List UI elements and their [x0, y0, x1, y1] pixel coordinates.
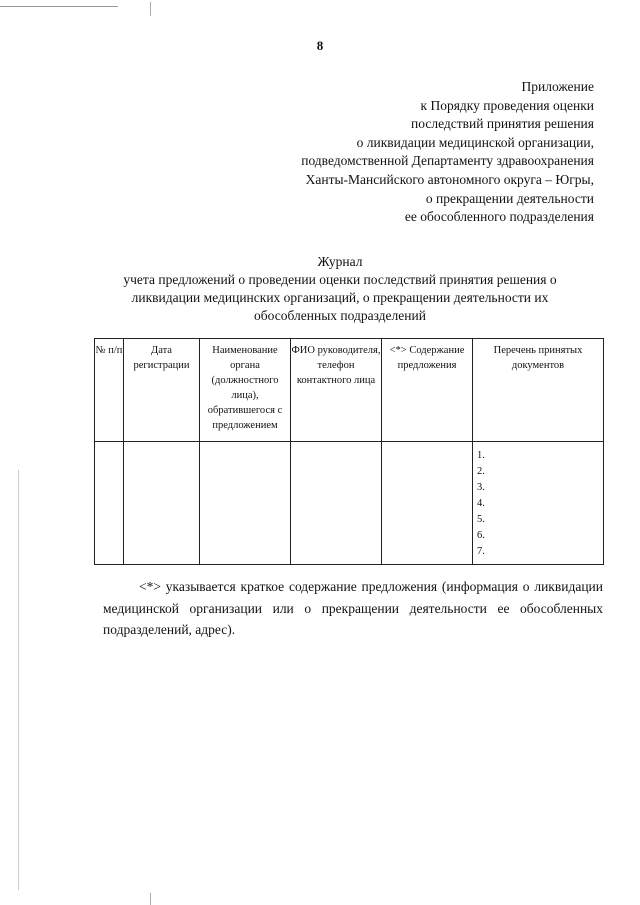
- appendix-line: Приложение: [521, 79, 594, 94]
- journal-title: Журнал: [317, 254, 363, 269]
- journal-table: [94, 338, 604, 565]
- header-proposal-content: <*> Содержание предложения: [382, 339, 473, 442]
- footnote-text: <*> указывается краткое содержание предложения (информация о ликвидации медицинской организации или о прекращении деятельности ее обособленных подразделений, адрес).: [103, 579, 603, 637]
- cell-contact-person: [291, 442, 382, 565]
- journal-heading: [60, 253, 620, 325]
- cell-organ-name: [200, 442, 291, 565]
- appendix-line: ее обособленного подразделения: [404, 209, 594, 225]
- header-contact-person: ФИО руководителя, телефон контактного лица: [291, 339, 382, 442]
- header-documents-list: Перечень принятых документов: [473, 339, 604, 442]
- cell-proposal-content: [382, 442, 473, 565]
- appendix-line: подведомственной Департаменту здравоохранения: [301, 153, 594, 169]
- list-item: 1.: [477, 450, 485, 461]
- table-row: [95, 442, 604, 565]
- list-item: 4.: [477, 498, 485, 509]
- list-item: 5.: [477, 514, 485, 525]
- footnote-block: [103, 576, 603, 641]
- header-registration-date: Дата регистрации: [124, 339, 200, 442]
- list-item: 6.: [477, 530, 485, 541]
- journal-subtitle-line: учета предложений о проведении оценки последствий принятия решения о: [123, 272, 557, 287]
- list-item: 2.: [477, 466, 485, 477]
- appendix-line: о ликвидации медицинской организации,: [356, 134, 594, 150]
- header-number: № п/п: [95, 339, 124, 442]
- scan-tick-top: [150, 2, 151, 16]
- appendix-line: Ханты-Мансийского автономного округа – Югры,: [305, 171, 594, 187]
- cell-registration-date: [124, 442, 200, 565]
- header-organ-name: Наименование органа (должностного лица), обратившегося с предложением: [200, 339, 291, 442]
- scan-line-left: [18, 470, 19, 890]
- journal-subtitle-line: обособленных подразделений: [254, 308, 426, 323]
- list-item: 7.: [477, 546, 485, 557]
- appendix-line: о прекращении деятельности: [425, 190, 594, 206]
- table-header-row: [95, 339, 604, 442]
- list-item: 3.: [477, 482, 485, 493]
- scan-line-top: [0, 6, 118, 7]
- appendix-block: [174, 78, 594, 227]
- cell-number: [95, 442, 124, 565]
- page-number: 8: [316, 38, 324, 53]
- cell-documents-list: [473, 442, 604, 565]
- appendix-line: последствий принятия решения: [411, 116, 594, 132]
- journal-subtitle-line: ликвидации медицинских организаций, о прекращении деятельности их: [131, 290, 549, 305]
- scan-tick-bottom: [150, 893, 151, 905]
- appendix-line: к Порядку проведения оценки: [420, 97, 594, 113]
